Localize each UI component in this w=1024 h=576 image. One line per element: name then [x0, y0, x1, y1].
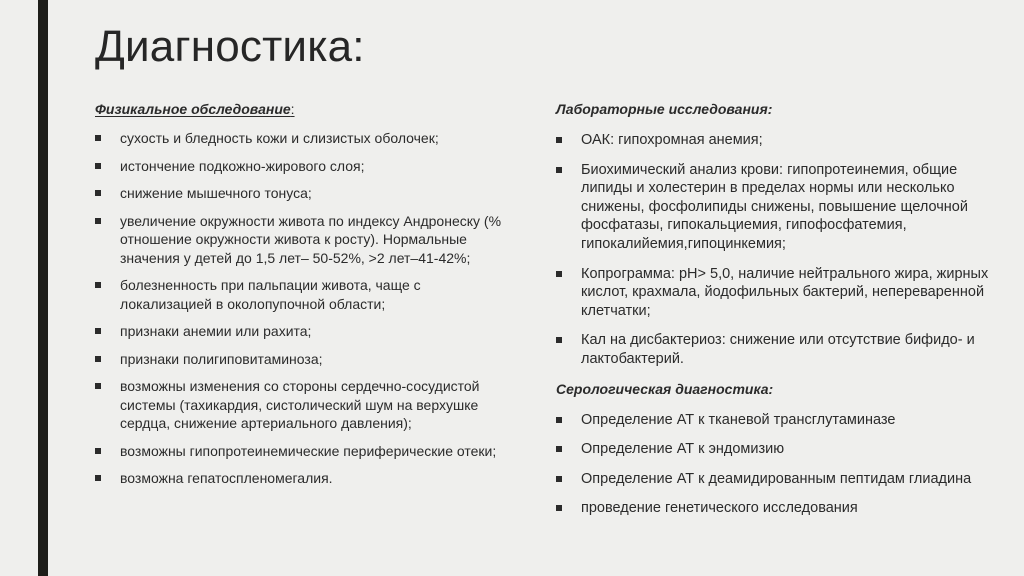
square-bullet-icon — [95, 190, 101, 196]
list-item: ОАК: гипохромная анемия; — [556, 131, 996, 150]
square-bullet-icon — [556, 137, 562, 143]
square-bullet-icon — [556, 167, 562, 173]
physical-exam-list — [95, 129, 505, 488]
accent-bar — [38, 0, 48, 576]
list-item: проведение генетического исследования — [556, 499, 996, 518]
square-bullet-icon — [95, 475, 101, 481]
list-item: признаки полигиповитаминоза; — [95, 350, 505, 369]
physical-exam-heading-colon: : — [290, 101, 295, 117]
square-bullet-icon — [95, 282, 101, 288]
square-bullet-icon — [95, 356, 101, 362]
list-item: истончение подкожно-жирового слоя; — [95, 157, 505, 176]
square-bullet-icon — [556, 476, 562, 482]
square-bullet-icon — [95, 135, 101, 141]
list-item: Определение АТ к тканевой трансглутаминазе — [556, 411, 996, 430]
slide-title: Диагностика: — [95, 22, 365, 71]
serology-list — [556, 411, 996, 518]
lab-heading: Лабораторные исследования: — [556, 101, 773, 117]
list-item: Копрограмма: pH> 5,0, наличие нейтрального жира, жирных кислот, крахмала, йодофильных бактерий, непереваренной клетчатки; — [556, 265, 996, 321]
lab-column — [556, 100, 996, 529]
list-item: возможна гепатоспленомегалия. — [95, 469, 505, 488]
list-item: Биохимический анализ крови: гипопротеинемия, общие липиды и холестерин в пределах нормы или несколько снижены, фосфолипиды снижены, повышение щелочной фосфатазы, гипокальциемия, гипофосфатемия, гипокалийемия,гипоцинкемия; — [556, 161, 996, 254]
list-item: снижение мышечного тонуса; — [95, 184, 505, 203]
list-item: Определение АТ к эндомизию — [556, 440, 996, 459]
physical-exam-heading — [95, 100, 505, 119]
list-item: Кал на дисбактериоз: снижение или отсутствие бифидо- и лактобактерий. — [556, 331, 996, 368]
square-bullet-icon — [556, 337, 562, 343]
physical-exam-heading-text: Физикальное обследование — [95, 101, 291, 117]
physical-exam-column — [95, 100, 505, 497]
serology-heading: Серологическая диагностика: — [556, 380, 774, 397]
list-item: возможны гипопротеинемические периферические отеки; — [95, 442, 505, 461]
list-item: Определение АТ к деамидированным пептидам глиадина — [556, 470, 996, 489]
list-item: признаки анемии или рахита; — [95, 322, 505, 341]
square-bullet-icon — [95, 448, 101, 454]
square-bullet-icon — [95, 383, 101, 389]
lab-list — [556, 131, 996, 369]
square-bullet-icon — [556, 271, 562, 277]
list-item: болезненность при пальпации живота, чаще с локализацией в околопупочной области; — [95, 276, 505, 313]
square-bullet-icon — [556, 446, 562, 452]
list-item: возможны изменения со стороны сердечно-сосудистой системы (тахикардия, систолический шум на верхушке сердца, снижение артериального давления); — [95, 377, 505, 433]
square-bullet-icon — [95, 163, 101, 169]
square-bullet-icon — [95, 328, 101, 334]
square-bullet-icon — [556, 417, 562, 423]
square-bullet-icon — [556, 505, 562, 511]
square-bullet-icon — [95, 218, 101, 224]
list-item: сухость и бледность кожи и слизистых оболочек; — [95, 129, 505, 148]
list-item: увеличение окружности живота по индексу Андронеску (% отношение окружности живота к росту). Нормальные значения у детей до 1,5 лет– 50-52%, >2 лет–41-42%; — [95, 212, 505, 268]
